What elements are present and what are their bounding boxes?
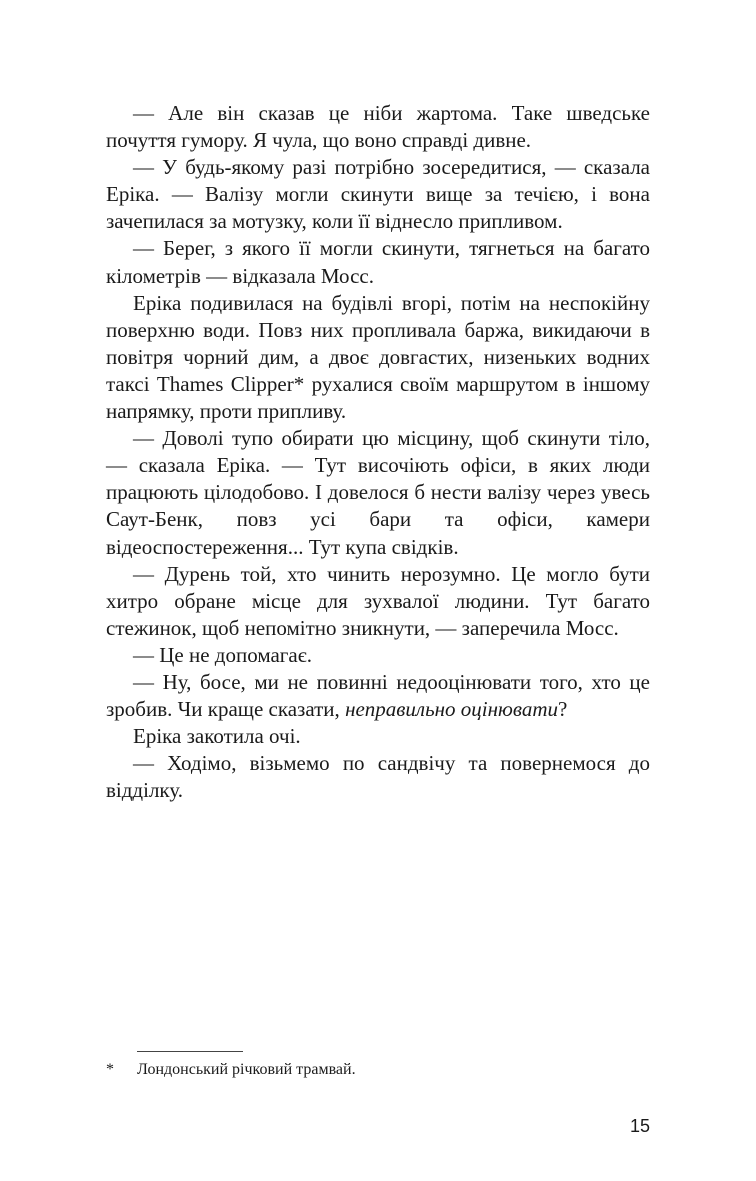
paragraph: — Доволі тупо обирати цю місцину, щоб скинути тіло, — сказала Еріка. — Тут височіють офіси, в яких люди працюють цілодобово. І довелося б нести валізу через увесь Саут-Бенк, повз усі бари та офіси, камери відеоспостереження... Тут купа свідків. <box>106 426 650 559</box>
paragraph: — Берег, з якого її могли скинути, тягнеться на багато кілометрів — відказала Мосс. <box>106 236 650 288</box>
page-number: 15 <box>629 1116 650 1136</box>
body-text <box>106 100 650 804</box>
footnote-text: Лондонський річковий трамвай. <box>137 1061 356 1078</box>
paragraph: Еріка закотила очі. <box>133 724 301 749</box>
paragraph: — Це не допомагає. <box>133 642 312 667</box>
paragraph: — Але він сказав це ніби жартома. Таке шведське почуття гумору. Я чула, що воно справді дивне. <box>106 101 650 153</box>
paragraph-text: ? <box>558 697 568 722</box>
footnote <box>106 1060 650 1080</box>
paragraph: — Ходімо, візьмемо по сандвічу та повернемося до відділку. <box>106 751 650 803</box>
paragraph: Еріка подивилася на будівлі вгорі, потім на неспокійну поверхню води. Повз них пропливала баржа, викидаючи в повітря чорний дим, а двоє довгастих, низеньких водних таксі Thames Clipper* рухалися своїм маршрутом в іншому напрямку, проти припливу. <box>106 290 650 424</box>
footnote-marker: * <box>106 1061 114 1078</box>
paragraph-with-italic <box>106 669 650 723</box>
footnote-divider <box>137 1051 243 1052</box>
paragraph: — У будь-якому разі потрібно зосередитися, — сказала Еріка. — Валізу могли скинути вище за течією, і вона зачепилася за мотузку, коли її віднесло припливом. <box>106 155 650 234</box>
italic-phrase: неправильно оцінювати <box>345 697 558 722</box>
paragraph-text: — Ну, босе, ми не повинні недооцінювати того, хто це зробив. Чи краще сказати, <box>106 669 650 722</box>
paragraph: — Дурень той, хто чинить нерозумно. Це могло бути хитро обране місце для зухвалої людини. Тут багато стежинок, щоб непомітно зникнути, — заперечила Мосс. <box>106 561 650 640</box>
